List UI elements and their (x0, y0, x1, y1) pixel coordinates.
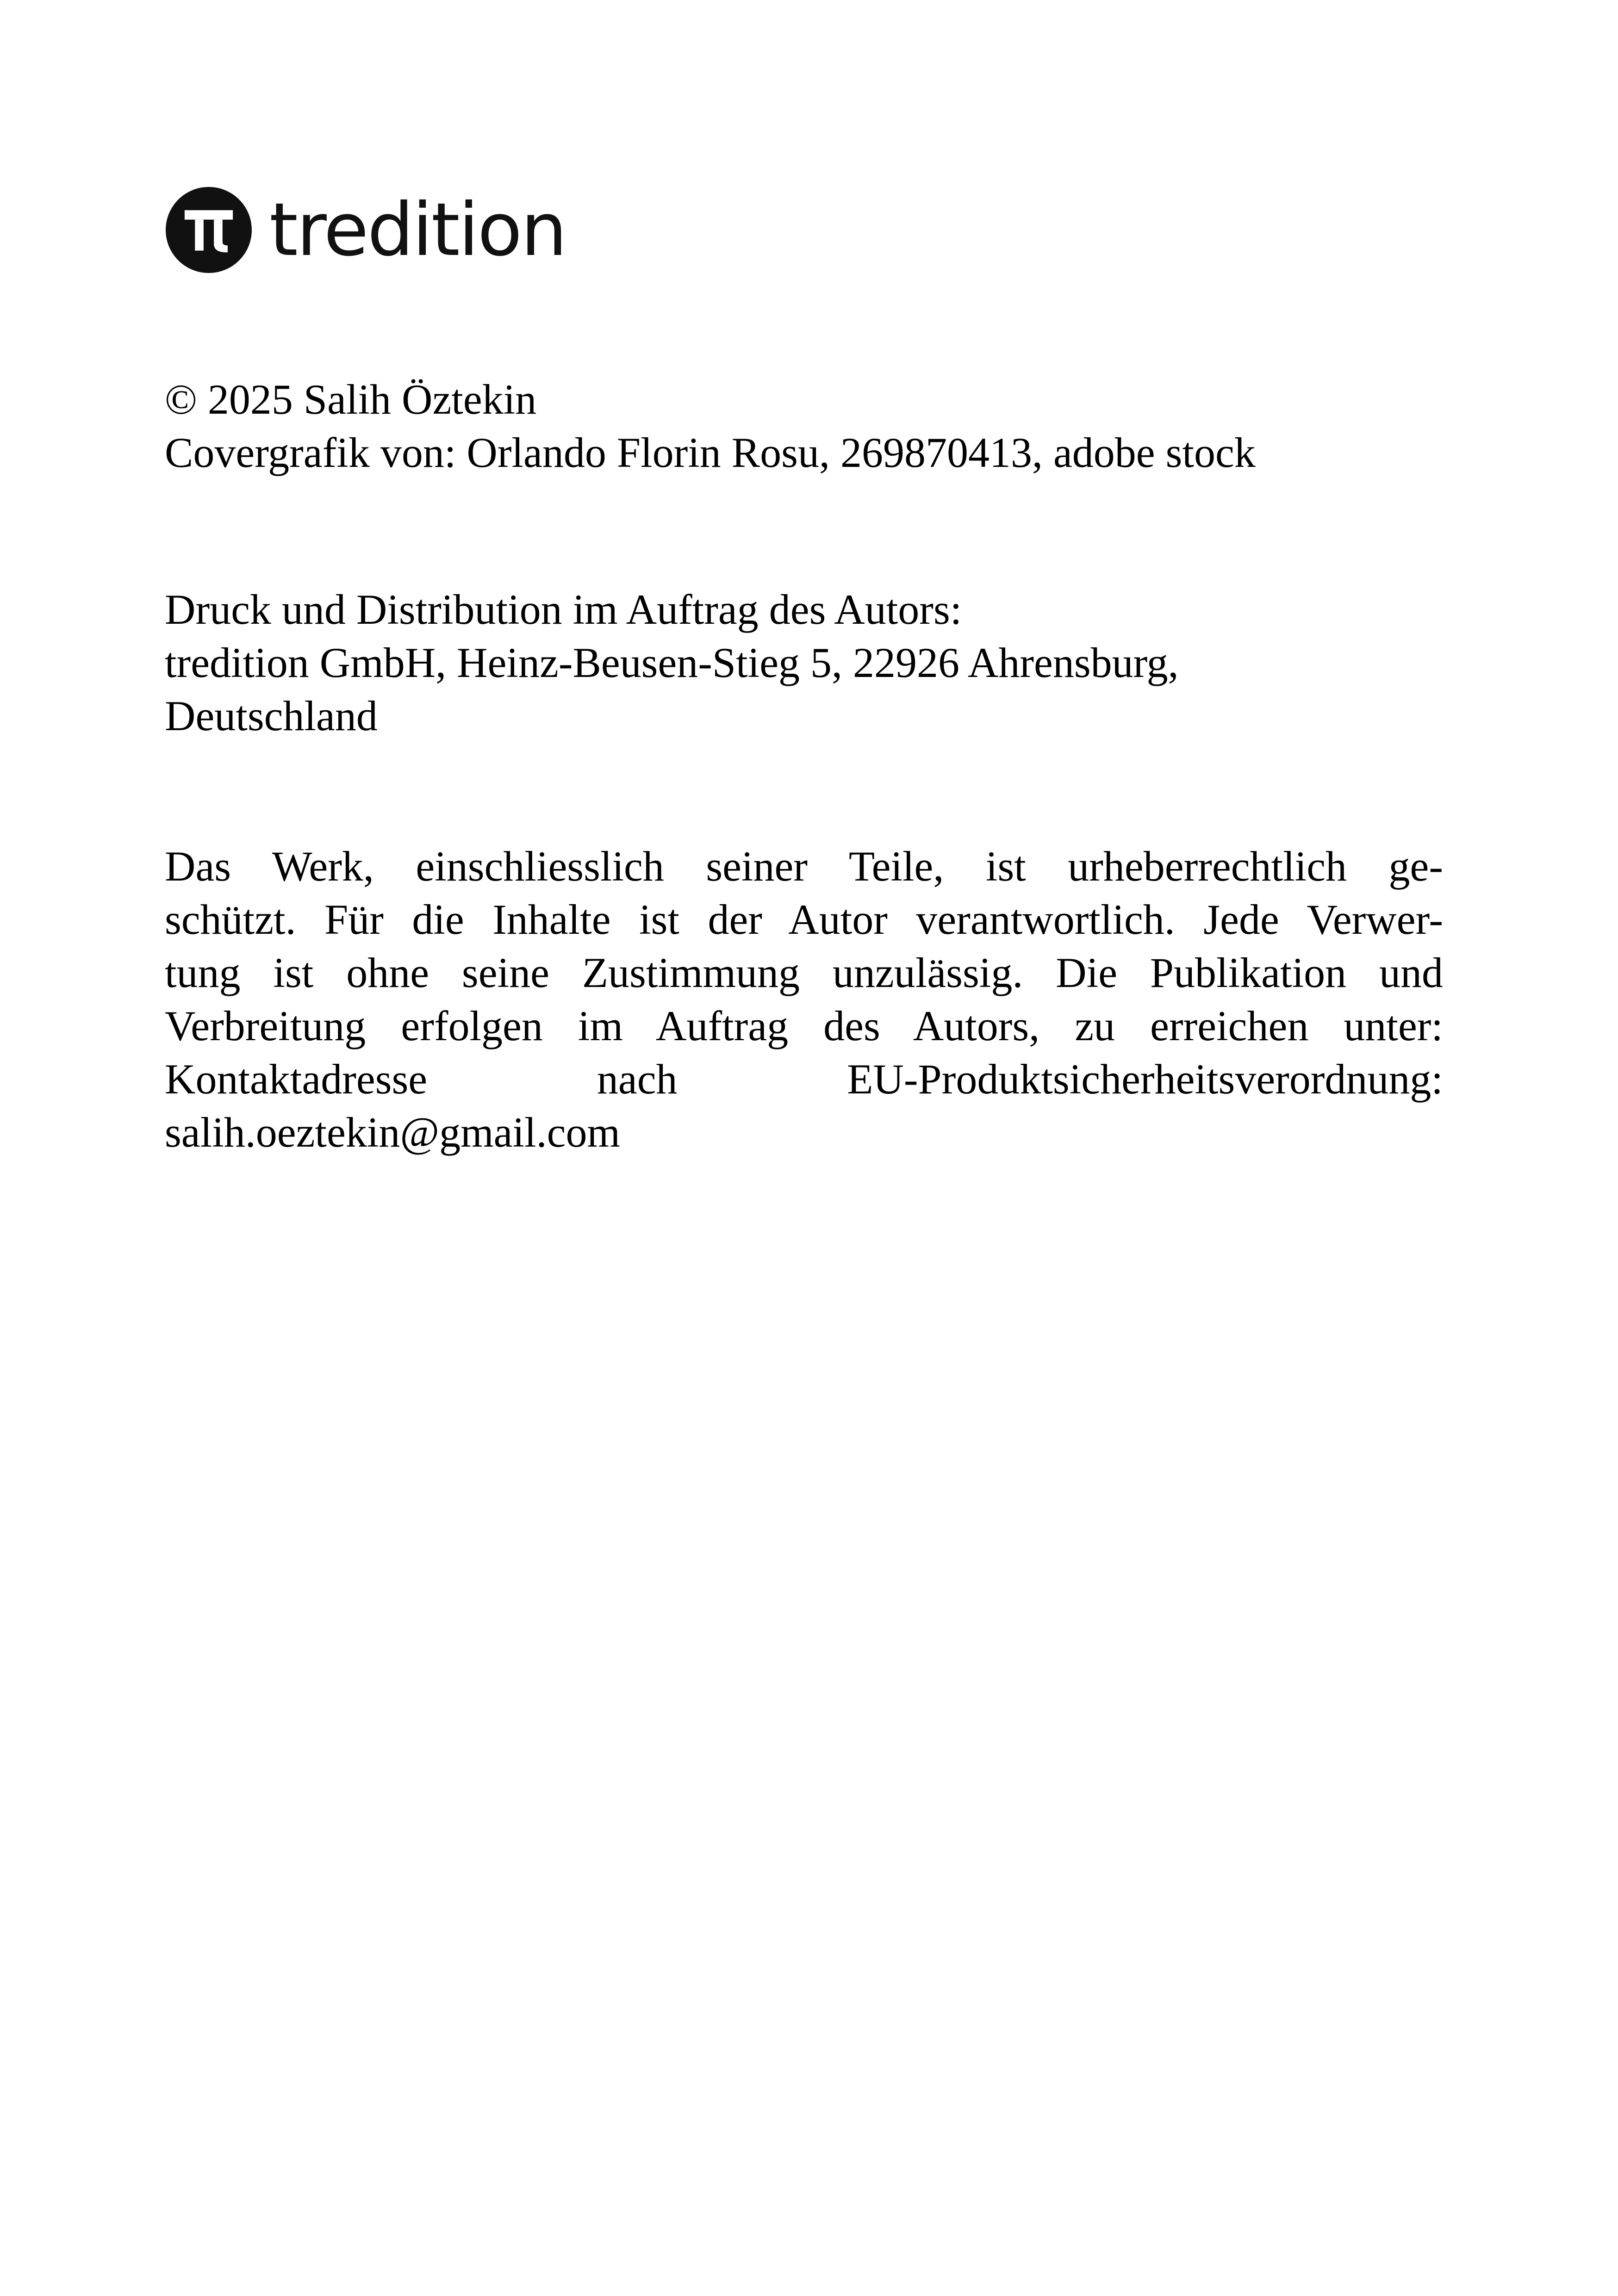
legal-notice (165, 840, 1443, 1159)
legal-line: Das Werk, einschliesslich seiner Teile, ist urheberrechtlich ge- (165, 843, 1443, 890)
tredition-logo-icon (166, 187, 252, 273)
print-heading: Druck und Distribution im Auftrag des Autors: (165, 586, 962, 633)
legal-line: schützt. Für die Inhalte ist der Autor verantwortlich. Jede Verwer- (165, 896, 1443, 943)
publisher-country: Deutschland (165, 692, 378, 739)
legal-line: Kontaktadresse nach EU-Produktsicherheitsverordnung: (165, 1055, 1443, 1103)
cover-credit: Covergrafik von: Orlando Florin Rosu, 269870413, adobe stock (165, 429, 1256, 476)
print-distribution-section (165, 583, 1443, 743)
copyright-section (165, 373, 1443, 479)
legal-line: Verbreitung erfolgen im Auftrag des Autors, zu erreichen unter: (165, 1002, 1443, 1049)
copyright-notice: © 2025 Salih Öztekin (165, 376, 537, 423)
legal-line: tung ist ohne seine Zustimmung unzulässig. Die Publikation und (165, 949, 1443, 996)
publisher-logo (166, 187, 566, 273)
contact-email: salih.oeztekin@gmail.com (165, 1109, 621, 1156)
publisher-address: tredition GmbH, Heinz-Beusen-Stieg 5, 22926 Ahrensburg, (165, 639, 1179, 686)
logo-wordmark: tredition (269, 187, 566, 273)
